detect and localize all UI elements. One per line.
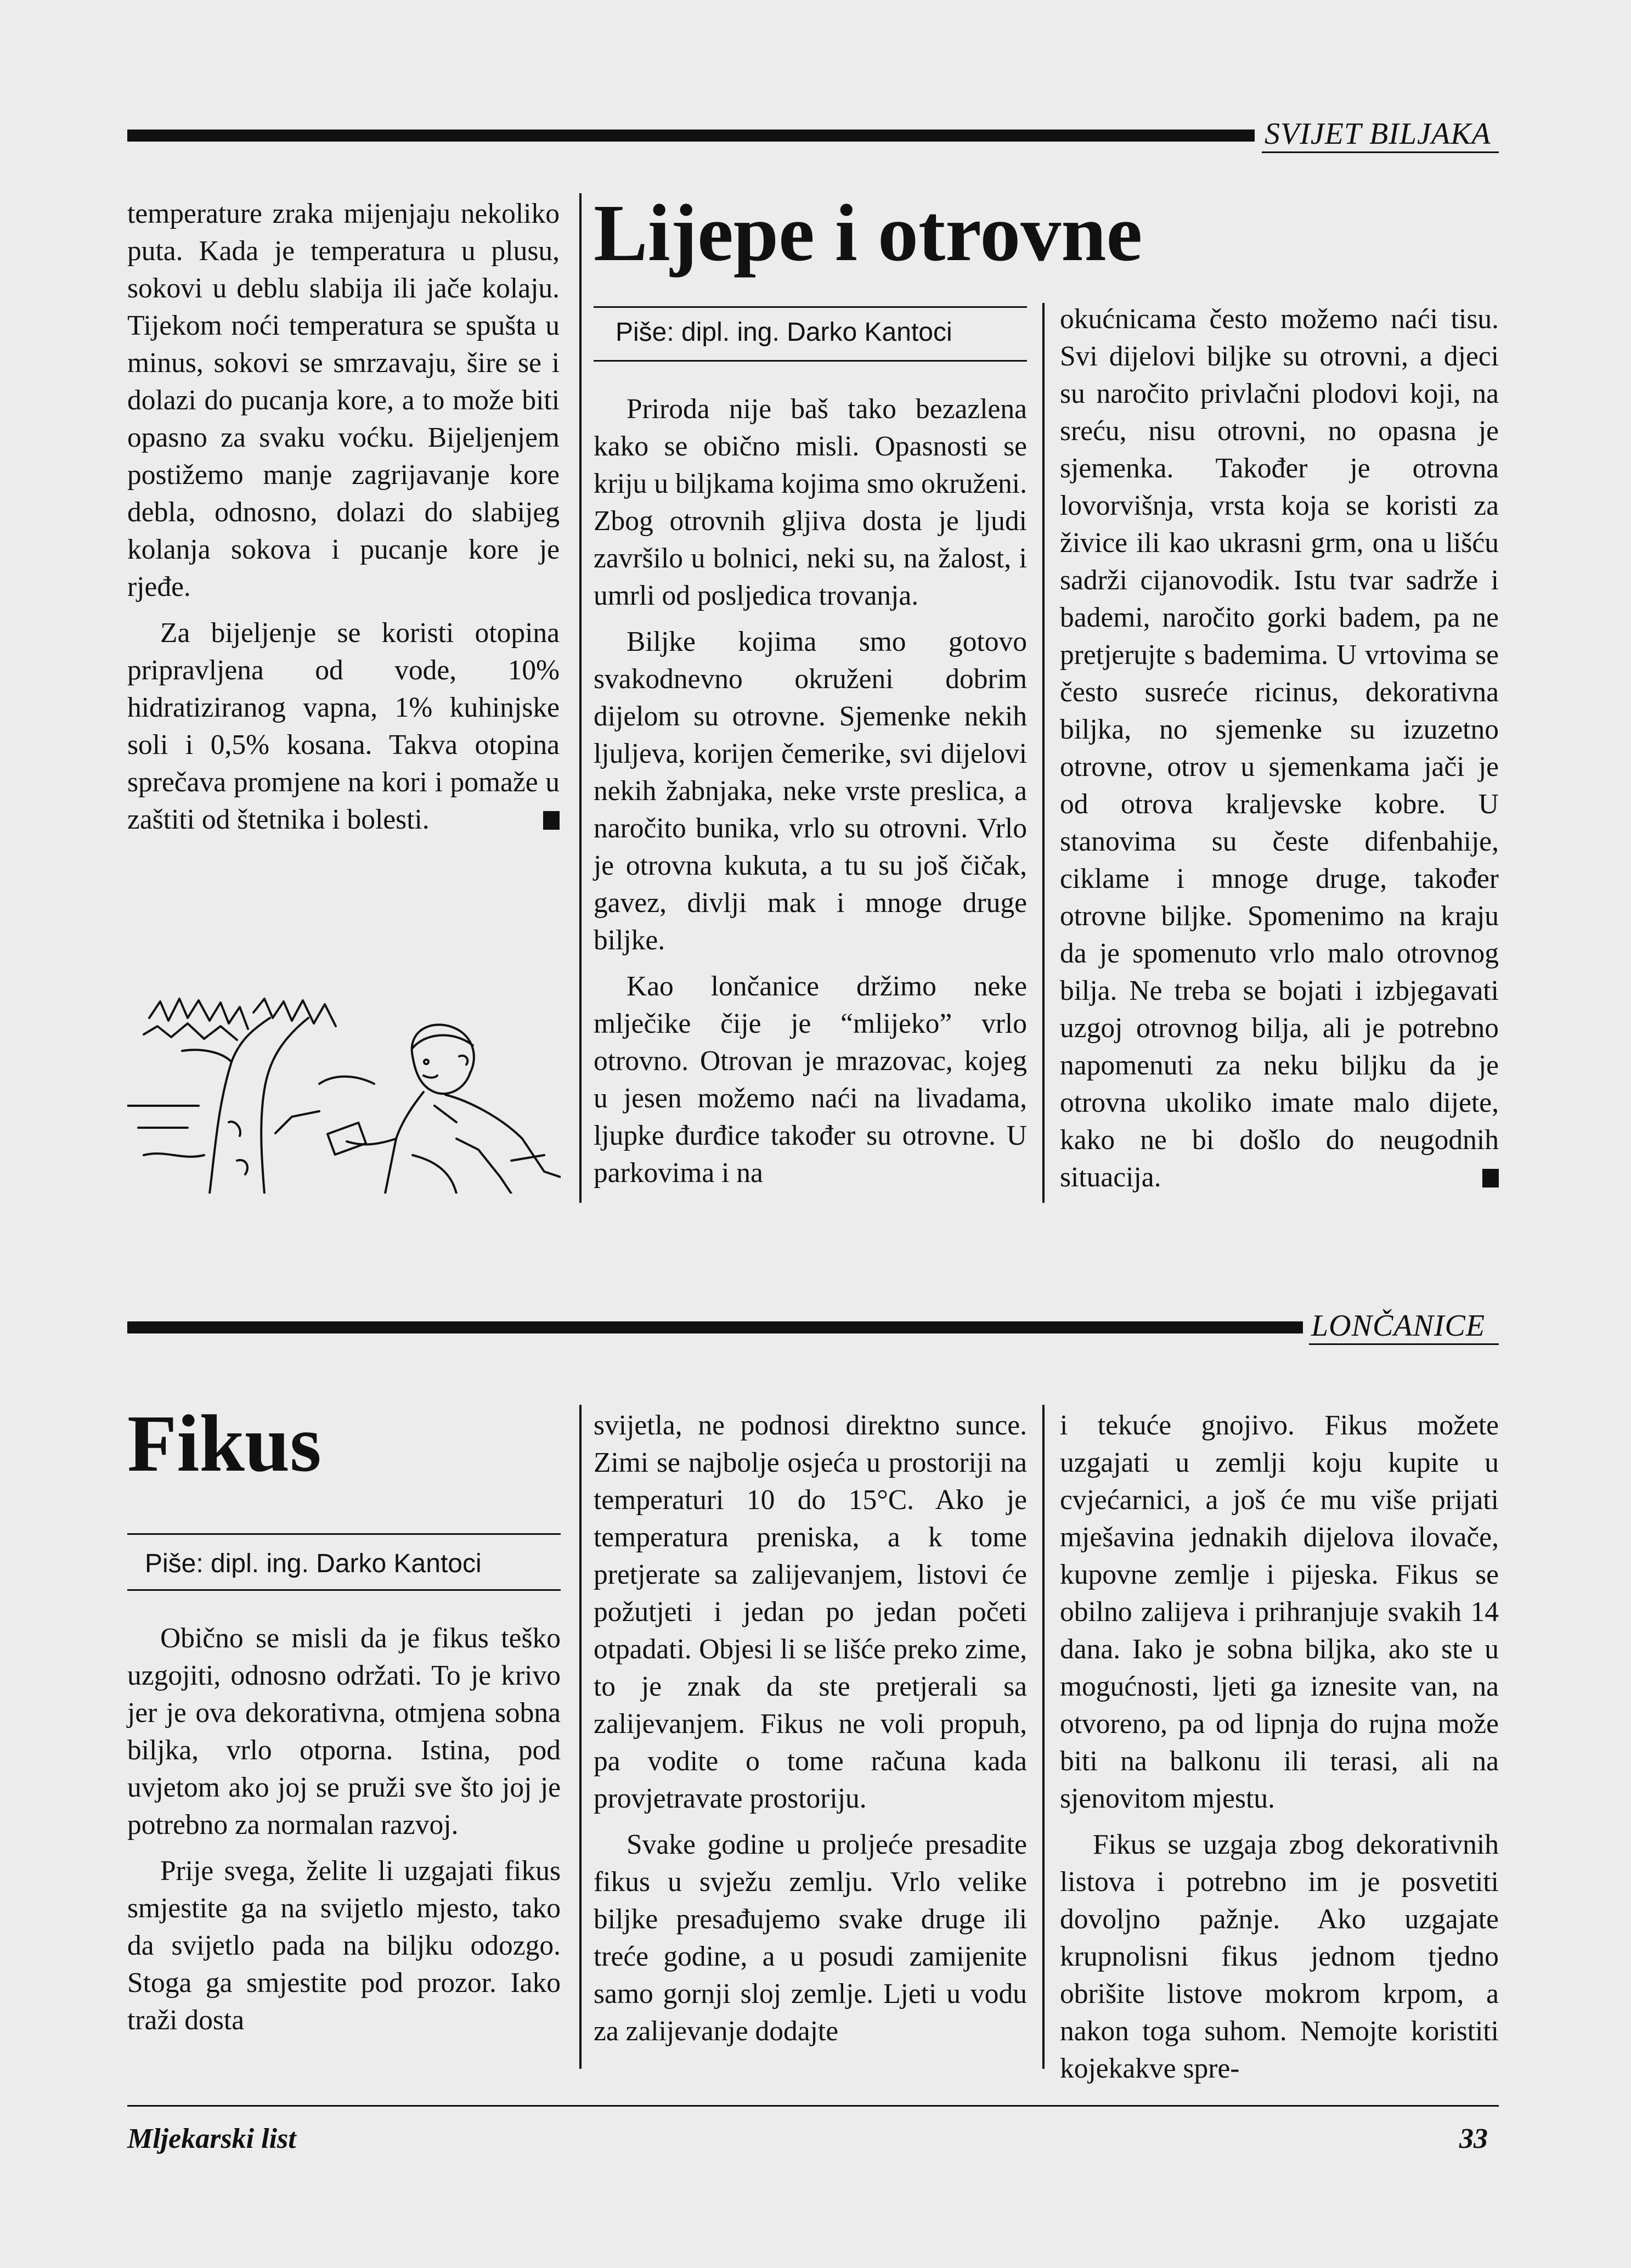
article-title: Fikus (127, 1399, 321, 1489)
article-byline: Piše: dipl. ing. Darko Kantoci (145, 1549, 482, 1578)
fikus-column-2 (594, 1407, 1027, 2050)
paragraph: temperature zraka mijenjaju nekoliko puta. Kada je temperatura u plusu, sokovi u deblu slabija ili jače kolaju. Tijekom noći temperatura se spušta u minus, sokovi se smrzavaju, šire se i dolazi do pucanja kore, a to može biti opasno za svaku voćku. Bijeljenjem postižemo manje zagrijavanje kore debla, odnosno, dolazi do slabijeg kolanja sokova i pucanje kore je rjeđe. (127, 198, 560, 603)
bottom-section-rule (127, 1321, 1303, 1333)
paragraph: svijetla, ne podnosi direktno sunce. Zimi se najbolje osjeća u prostoriji na temperaturi 10 do 15°C. Ako je temperatura preniska, a k tome pretjerate sa zalijevanjem, listovi će požutjeti i jedan po jedan početi otpadati. Objesi li se lišće preko zime, to je znak da ste pretjerali sa zalijevanjem. Fikus ne voli propuh, pa vodite o tome računa kada provjetravate prostoriju. (594, 1410, 1027, 1814)
article-column-2 (1060, 301, 1499, 1196)
paragraph: Kao lončanice držimo neke mlječike čije je “mlijeko” vrlo otrovno. Otrovan je mrazovac, kojeg u jesen možemo naći na livadama, ljupke đurđice također su otrovne. U parkovima i na (594, 971, 1027, 1189)
top-section-thin-rule (1262, 151, 1499, 153)
man-painting-tree-illustration (127, 996, 561, 1194)
bottom-section-label: LONČANICE (1311, 1309, 1486, 1343)
column-divider (1042, 303, 1045, 1203)
end-of-article-mark (1482, 1169, 1499, 1188)
publication-name: Mljekarski list (127, 2123, 296, 2154)
byline-rule-bottom (127, 1589, 561, 1591)
end-of-article-mark (543, 811, 560, 830)
article-byline: Piše: dipl. ing. Darko Kantoci (616, 318, 952, 347)
fikus-column-1 (127, 1620, 561, 2039)
byline-rule-top (127, 1533, 561, 1535)
bottom-section-thin-rule (1309, 1343, 1499, 1345)
orchard-continuation-column (127, 195, 560, 838)
column-divider (579, 193, 582, 1203)
article-title: Lijepe i otrovne (594, 188, 1143, 278)
paragraph: Fikus se uzgaja zbog dekorativnih listova i potrebno im je posvetiti dovoljno pažnje. Ako uzgajate krupnolisni fikus jednom tjedno obrišite listove mokrom krpom, a nakon toga suhom. Nemojte koristiti kojekakve spre- (1060, 1829, 1499, 2084)
byline-rule-top (594, 306, 1027, 308)
page-number: 33 (1459, 2123, 1488, 2154)
column-divider (579, 1405, 582, 2069)
paragraph: Prije svega, želite li uzgajati fikus smjestite ga na svijetlo mjesto, tako da svijetlo pada na biljku odozgo. Stoga ga smjestite pod prozor. Iako traži dosta (127, 1855, 561, 2036)
byline-rule-bottom (594, 360, 1027, 362)
paragraph: Obično se misli da je fikus teško uzgojiti, odnosno održati. To je krivo jer je ova dekorativna, otmjena sobna biljka, vrlo otporna. Istina, pod uvjetom ako joj se pruži sve što joj je potrebno za normalan razvoj. (127, 1623, 561, 1841)
footer-rule (127, 2105, 1499, 2107)
top-section-label: SVIJET BILJAKA (1265, 117, 1491, 151)
article-column-1 (594, 391, 1027, 1192)
paragraph: Svake godine u proljeće presadite fikus u svježu zemlju. Vrlo velike biljke presađujemo svake druge ili treće godine, a u posudi zamijenite samo gornji sloj zemlje. Ljeti u vodu za zalijevanje dodajte (594, 1829, 1027, 2047)
fikus-column-3 (1060, 1407, 1499, 2087)
top-section-rule (127, 130, 1255, 142)
paragraph: Priroda nije baš tako bezazlena kako se obično misli. Opasnosti se kriju u biljkama kojima smo okruženi. Zbog otrovnih gljiva dosta je ljudi završilo u bolnici, neki su, na žalost, i umrli od posljedica trovanja. (594, 393, 1027, 611)
column-divider (1042, 1405, 1045, 2069)
paragraph: okućnicama često možemo naći tisu. Svi dijelovi biljke su otrovni, a djeci su naročito privlačni plodovi koji, na sreću, nisu otrovni, no opasna je sjemenka. Također je otrovna lovorvišnja, vrsta koja se koristi za živice ili kao ukrasni grm, ona u lišću sadrži cijanovodik. Istu tvar sadrže i bademi, naročito gorki badem, pa ne pretjerujte s bademima. U vrtovima se često susreće ricinus, dekorativna biljka, no sjemenke su izuzetno otrovne, otrov u sjemenkama jači je od otrova kraljevske kobre. U stanovima su česte difenbahije, ciklame i mnoge druge, također otrovne biljke. Spomenimo na kraju da je spomenuto vrlo malo otrovnog bilja. Ne treba se bojati i izbjegavati uzgoj otrovnog bilja, ali je potrebno napomenuti za neku biljku da je otrovna ukoliko imate malo dijete, kako ne bi došlo do neugodnih situacija. (1060, 303, 1499, 1193)
paragraph: Biljke kojima smo gotovo svakodnevno okruženi dobrim dijelom su otrovne. Sjemenke nekih ljuljeva, korijen čemerike, svi dijelovi nekih žabnjaka, neke vrste preslica, a naročito bunika, vrlo su otrovni. Vrlo je otrovna kukuta, a tu su još čičak, gavez, divlji mak i mnoge druge biljke. (594, 626, 1027, 956)
paragraph: i tekuće gnojivo. Fikus možete uzgajati u zemlji koju kupite u cvjećarnici, a još će mu više prijati mješavina jednakih dijelova ilovače, kupovne zemlje i pijeska. Fikus se obilno zalijeva i prihranjuje svakih 14 dana. Iako je sobna biljka, ako ste u mogućnosti, ljeti ga iznesite van, na otvoreno, pa od lipnja do rujna može biti na balkonu ili terasi, ali na sjenovitom mjestu. (1060, 1410, 1499, 1814)
paragraph: Za bijeljenje se koristi otopina pripravljena od vode, 10% hidratiziranog vapna, 1% kuhinjske soli i 0,5% kosana. Takva otopina sprečava promjene na kori i pomaže u zaštiti od štetnika i bolesti. (127, 617, 560, 835)
